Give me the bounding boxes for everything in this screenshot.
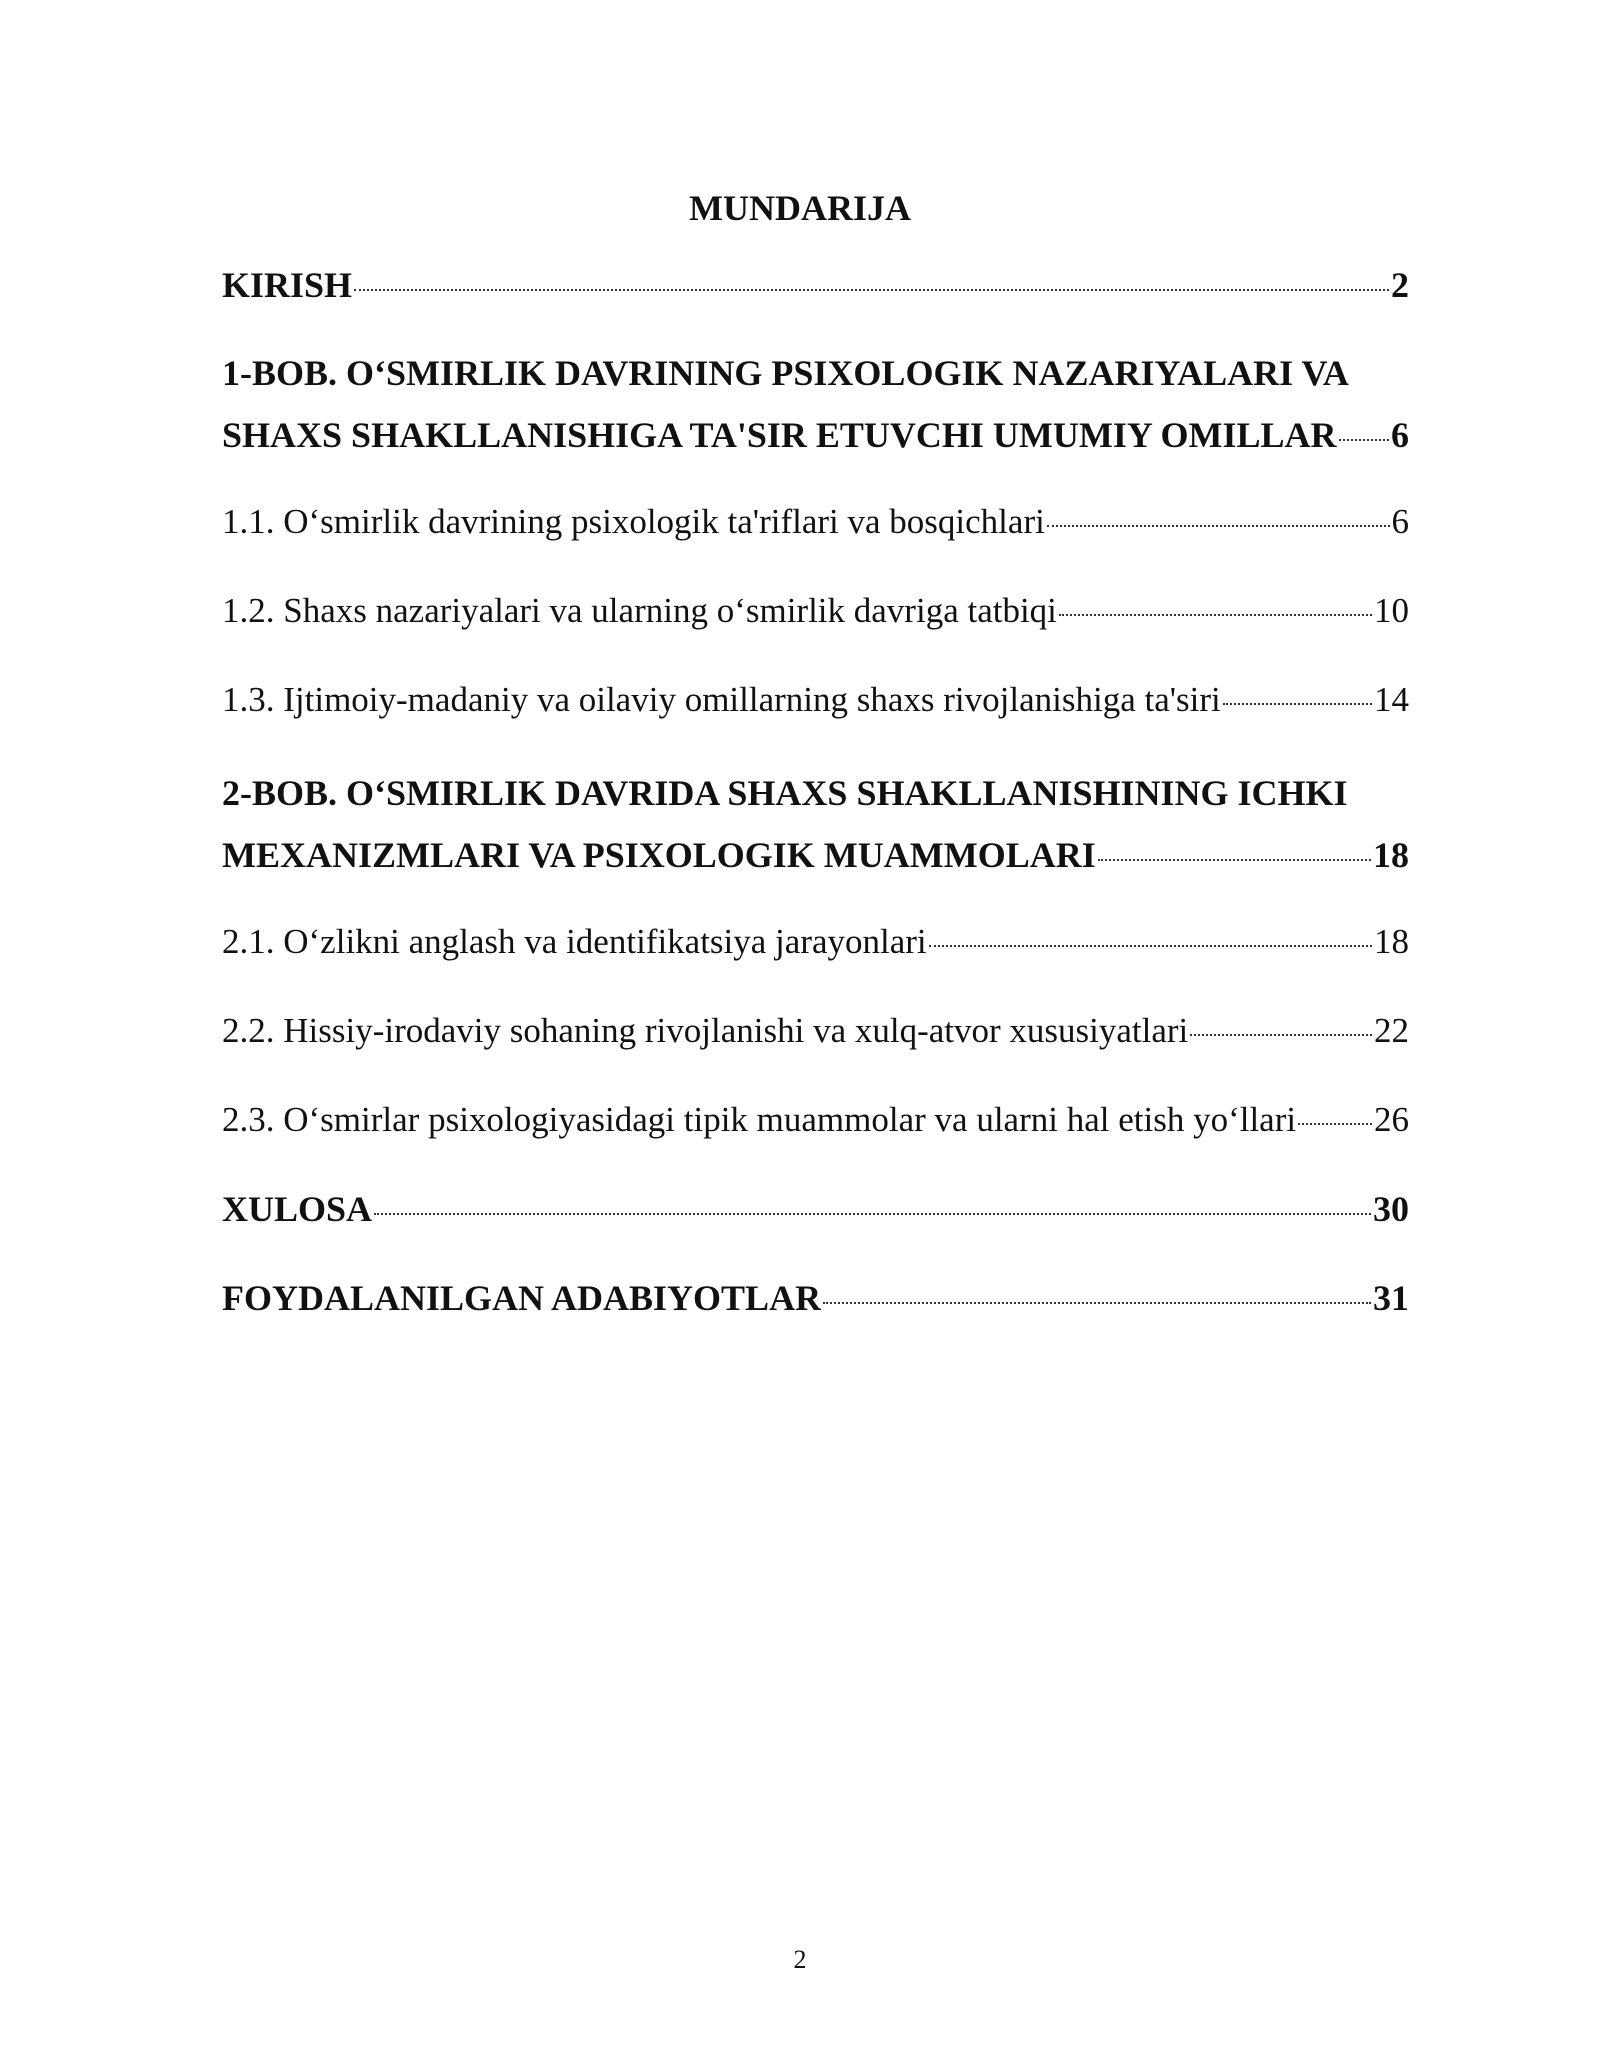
toc-line: [222, 1089, 1409, 1151]
dot-leader: [1059, 614, 1372, 616]
page-title: MUNDARIJA: [689, 188, 911, 228]
toc-entry-title-continued: SHAXS SHAKLLANISHIGA TA'SIR ETUVCHI UMUMIY OMILLAR: [222, 415, 1337, 455]
dot-leader: [1298, 1123, 1372, 1125]
toc-line: [222, 491, 1409, 553]
toc-page-number: 2: [1391, 265, 1409, 305]
toc-line: [222, 1267, 1409, 1329]
toc-line: [222, 911, 1409, 973]
toc-entry-section-2-2[interactable]: [222, 1000, 1409, 1062]
toc-entry-title: 1.3. Ijtimoiy-madaniy va oilaviy omillarning shaxs rivojlanishiga ta'siri: [222, 680, 1221, 719]
toc-page-number: 10: [1374, 591, 1409, 630]
dot-leader: [354, 289, 1389, 291]
toc-page-number: 18: [1374, 922, 1409, 961]
toc-line: [222, 762, 1409, 824]
toc-entry-title: 1.1. O‘smirlik davrining psixologik ta'riflari va bosqichlari: [222, 502, 1045, 541]
dot-leader: [929, 945, 1372, 947]
toc-entry-title-continued: MEXANIZMLARI VA PSIXOLOGIK MUAMMOLARI: [222, 835, 1096, 875]
toc-page-number: 30: [1373, 1189, 1409, 1229]
toc-line: [222, 1178, 1409, 1240]
toc-line: [222, 580, 1409, 642]
toc-page-number: 31: [1373, 1278, 1409, 1318]
toc-entry-title: 1.2. Shaxs nazariyalari va ularning o‘smirlik davriga tatbiqi: [222, 591, 1057, 630]
toc-page-number: 6: [1391, 415, 1409, 455]
toc-line: [222, 342, 1409, 404]
toc-entry-title: XULOSA: [222, 1189, 373, 1229]
dot-leader: [1339, 439, 1389, 441]
toc-entry-title: FOYDALANILGAN ADABIYOTLAR: [222, 1278, 822, 1318]
dot-leader: [1223, 703, 1372, 705]
toc-entry-kirish[interactable]: [222, 254, 1409, 316]
toc-entry-references[interactable]: [222, 1267, 1409, 1329]
toc-entry-section-2-1[interactable]: [222, 911, 1409, 973]
toc-entry-xulosa[interactable]: [222, 1178, 1409, 1240]
toc-page-number: 6: [1391, 502, 1409, 541]
toc-page-number: 14: [1374, 680, 1409, 719]
toc-entry-title: 1-BOB. O‘SMIRLIK DAVRINING PSIXOLOGIK NAZARIYALARI VA: [222, 353, 1349, 393]
toc-line: [222, 404, 1409, 466]
toc-entry-chapter-1[interactable]: [222, 342, 1409, 466]
dot-leader: [1190, 1034, 1372, 1036]
toc-entry-section-1-2[interactable]: [222, 580, 1409, 642]
dot-leader: [823, 1302, 1371, 1304]
dot-leader: [1098, 859, 1371, 861]
toc-line: [222, 669, 1409, 731]
dot-leader: [374, 1213, 1371, 1215]
toc-entry-title: 2-BOB. O‘SMIRLIK DAVRIDA SHAXS SHAKLLANISHINING ICHKI: [222, 773, 1348, 813]
toc-line: [222, 254, 1409, 316]
toc-entry-section-2-3[interactable]: [222, 1089, 1409, 1151]
toc-entry-title: KIRISH: [222, 265, 353, 305]
page-footer-number: 2: [793, 1945, 807, 1974]
toc-entry-title: 2.2. Hissiy-irodaviy sohaning rivojlanishi va xulq-atvor xususiyatlari: [222, 1011, 1189, 1050]
dot-leader: [1047, 525, 1390, 527]
toc-line: [222, 1000, 1409, 1062]
toc-entry-title: 2.3. O‘smirlar psixologiyasidagi tipik muammolar va ularni hal etish yo‘llari: [222, 1100, 1297, 1139]
toc-page-number: 26: [1374, 1100, 1409, 1139]
toc-entry-title: 2.1. O‘zlikni anglash va identifikatsiya jarayonlari: [222, 922, 927, 961]
toc-entry-section-1-1[interactable]: [222, 491, 1409, 553]
toc-line: [222, 824, 1409, 886]
toc-entry-section-1-3[interactable]: [222, 669, 1409, 731]
toc-page-number: 18: [1373, 835, 1409, 875]
toc-entry-chapter-2[interactable]: [222, 762, 1409, 886]
toc-page-number: 22: [1374, 1011, 1409, 1050]
